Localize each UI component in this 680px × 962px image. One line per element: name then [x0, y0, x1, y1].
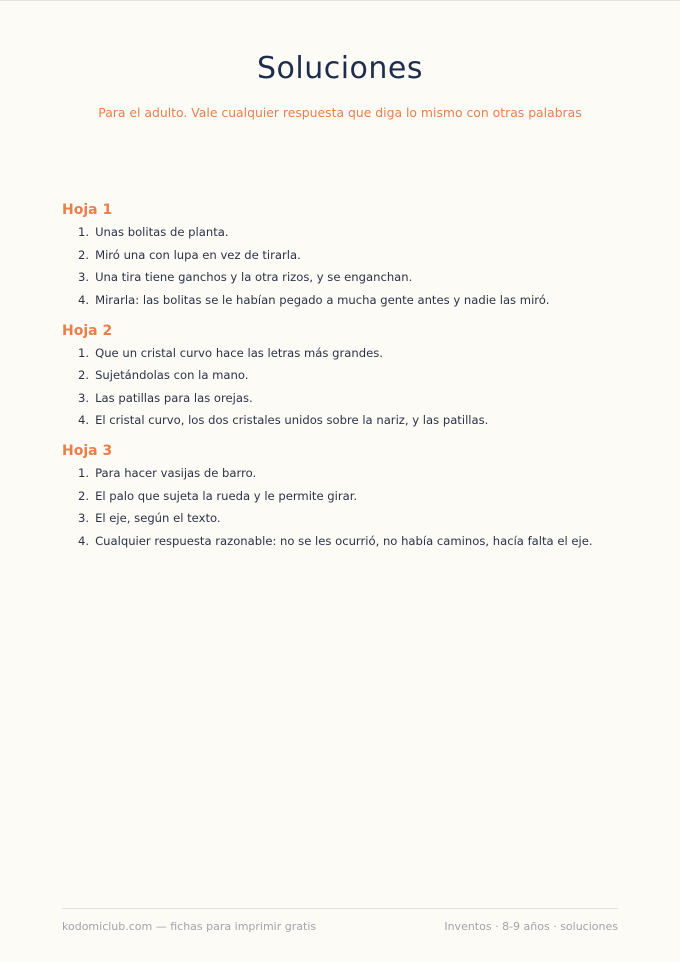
- item-text: Una tira tiene ganchos y la otra rizos, y se enganchan.: [95, 270, 413, 284]
- section-hoja-1: [62, 200, 620, 309]
- item-number: 3.: [78, 511, 90, 525]
- item-text: El palo que sujeta la rueda y le permite girar.: [95, 488, 358, 503]
- item-text: El eje, según el texto.: [95, 511, 221, 525]
- footer-divider: [62, 908, 618, 909]
- answer-list: [62, 345, 620, 430]
- list-item: [78, 465, 620, 482]
- section-title: Hoja 1: [62, 202, 113, 218]
- item-number: 1.: [78, 225, 90, 239]
- list-item: [78, 390, 620, 407]
- section-title: Hoja 2: [62, 322, 113, 339]
- list-item: [78, 367, 620, 384]
- page-subtitle: Para el adulto. Vale cualquier respuesta que diga lo mismo con otras palabras: [98, 105, 582, 120]
- list-item: [78, 412, 620, 429]
- page-title: Soluciones: [256, 51, 424, 86]
- list-item: [78, 224, 620, 241]
- item-text: Sujetándolas con la mano.: [95, 368, 249, 382]
- section-hoja-3: [62, 441, 620, 550]
- item-text: Las patillas para las orejas.: [95, 390, 253, 405]
- list-item: [78, 345, 620, 362]
- item-text: Unas bolitas de planta.: [95, 225, 229, 239]
- item-number: 4.: [78, 533, 90, 548]
- list-item: [78, 488, 620, 505]
- section-hoja-2: [62, 321, 620, 430]
- item-text: Para hacer vasijas de barro.: [95, 466, 257, 480]
- item-number: 2.: [78, 488, 90, 503]
- item-text: Cualquier respuesta razonable: no se les ocurrió, no había caminos, hacía falta el eje.: [95, 533, 593, 548]
- item-number: 3.: [78, 390, 90, 405]
- list-item: [78, 292, 620, 309]
- list-item: [78, 510, 620, 527]
- item-text: Mirarla: las bolitas se le habían pegado a mucha gente antes y nadie las miró.: [95, 292, 550, 307]
- item-number: 1.: [78, 345, 90, 360]
- item-text: El cristal curvo, los dos cristales unidos sobre la nariz, y las patillas.: [95, 413, 489, 427]
- item-number: 1.: [78, 466, 90, 480]
- item-text: Que un cristal curvo hace las letras más grandes.: [95, 345, 383, 360]
- item-number: 2.: [78, 247, 90, 262]
- item-number: 2.: [78, 368, 90, 382]
- list-item: [78, 533, 620, 550]
- answer-list: [62, 224, 620, 309]
- footer-worksheet-info: Inventos · 8-9 años · soluciones: [444, 920, 618, 933]
- item-number: 3.: [78, 270, 90, 284]
- solutions-content: [62, 200, 620, 555]
- answer-list: [62, 465, 620, 550]
- item-text: Miró una con lupa en vez de tirarla.: [95, 247, 301, 262]
- footer-site-text: kodomiclub.com — fichas para imprimir gratis: [62, 920, 317, 933]
- item-number: 4.: [78, 413, 90, 427]
- item-number: 4.: [78, 292, 90, 307]
- list-item: [78, 247, 620, 264]
- list-item: [78, 269, 620, 286]
- section-title: Hoja 3: [62, 443, 113, 459]
